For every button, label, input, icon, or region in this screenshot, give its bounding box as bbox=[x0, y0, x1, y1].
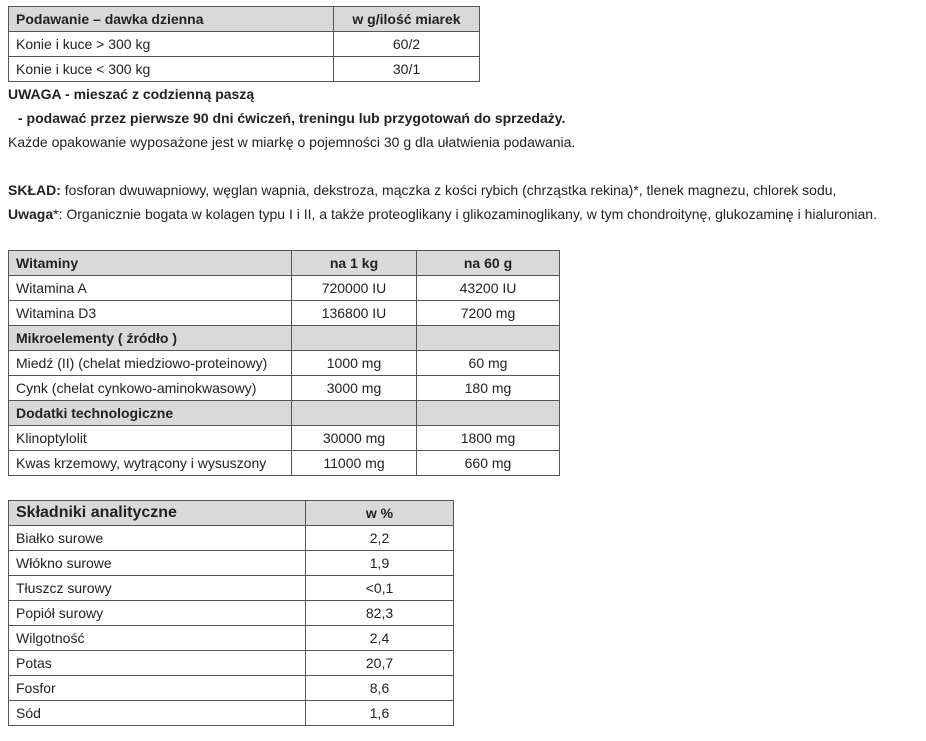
composition-note-line bbox=[8, 206, 877, 222]
table-cell: 82,3 bbox=[306, 601, 454, 626]
composition-note-text: *: Organicznie bogata w kolagen typu I i II, a także proteoglikany i glikozaminoglikany, w tym chondroitynę, glukozaminę i hialuronian. bbox=[53, 206, 877, 222]
scoop-note: Każde opakowanie wyposażone jest w miarkę o pojemności 30 g dla ułatwienia podawania. bbox=[8, 134, 576, 150]
vitamins-header-cell: na 60 g bbox=[417, 251, 560, 276]
table-row bbox=[9, 676, 454, 701]
table-cell: 1000 mg bbox=[292, 351, 417, 376]
table-cell: 3000 mg bbox=[292, 376, 417, 401]
table-row bbox=[9, 551, 454, 576]
table-row bbox=[9, 651, 454, 676]
table-cell: 7200 mg bbox=[417, 301, 560, 326]
dosage-table bbox=[8, 6, 480, 82]
table-cell bbox=[417, 326, 560, 351]
table-cell: 11000 mg bbox=[292, 451, 417, 476]
table-cell: 8,6 bbox=[306, 676, 454, 701]
vitamins-header-row bbox=[9, 251, 560, 276]
table-cell: 1,6 bbox=[306, 701, 454, 726]
table-cell: Włókno surowe bbox=[9, 551, 306, 576]
table-cell: 720000 IU bbox=[292, 276, 417, 301]
table-cell: 2,2 bbox=[306, 526, 454, 551]
table-row bbox=[9, 451, 560, 476]
dosage-header-cell: w g/ilość miarek bbox=[334, 7, 480, 32]
table-cell: Miedź (II) (chelat miedziowo-proteinowy) bbox=[9, 351, 292, 376]
table-cell: Potas bbox=[9, 651, 306, 676]
table-cell: 136800 IU bbox=[292, 301, 417, 326]
table-cell: 2,4 bbox=[306, 626, 454, 651]
table-cell: 30000 mg bbox=[292, 426, 417, 451]
table-cell: Tłuszcz surowy bbox=[9, 576, 306, 601]
table-cell: 20,7 bbox=[306, 651, 454, 676]
table-row bbox=[9, 32, 480, 57]
table-row bbox=[9, 576, 454, 601]
vitamins-table bbox=[8, 250, 560, 476]
dosage-header-cell: Podawanie – dawka dzienna bbox=[9, 7, 334, 32]
section-row-microelements bbox=[9, 326, 560, 351]
table-cell bbox=[292, 401, 417, 426]
table-row bbox=[9, 276, 560, 301]
table-cell: 1,9 bbox=[306, 551, 454, 576]
table-row bbox=[9, 426, 560, 451]
table-cell: Cynk (chelat cynkowo-aminokwasowy) bbox=[9, 376, 292, 401]
table-row bbox=[9, 701, 454, 726]
table-row bbox=[9, 57, 480, 82]
table-cell: Popiół surowy bbox=[9, 601, 306, 626]
vitamins-header-cell: Witaminy bbox=[9, 251, 292, 276]
table-cell: Klinoptylolit bbox=[9, 426, 292, 451]
table-cell: <0,1 bbox=[306, 576, 454, 601]
composition-line bbox=[8, 182, 836, 198]
table-row bbox=[9, 301, 560, 326]
dosage-header-row bbox=[9, 7, 480, 32]
analytical-table bbox=[8, 500, 454, 726]
table-cell bbox=[417, 401, 560, 426]
table-cell: Witamina D3 bbox=[9, 301, 292, 326]
table-cell: Sód bbox=[9, 701, 306, 726]
section-label: Mikroelementy ( źródło ) bbox=[9, 326, 292, 351]
table-cell: 30/1 bbox=[334, 57, 480, 82]
table-cell: Konie i kuce < 300 kg bbox=[9, 57, 334, 82]
table-cell: 660 mg bbox=[417, 451, 560, 476]
table-cell: 60 mg bbox=[417, 351, 560, 376]
table-cell bbox=[292, 326, 417, 351]
table-row bbox=[9, 376, 560, 401]
table-row bbox=[9, 601, 454, 626]
table-row bbox=[9, 526, 454, 551]
table-cell: 180 mg bbox=[417, 376, 560, 401]
table-cell: 1800 mg bbox=[417, 426, 560, 451]
table-row bbox=[9, 351, 560, 376]
table-cell: Fosfor bbox=[9, 676, 306, 701]
analytical-header-cell: w % bbox=[306, 501, 454, 526]
table-cell: Wilgotność bbox=[9, 626, 306, 651]
composition-note-label: Uwaga bbox=[8, 206, 54, 222]
section-label: Dodatki technologiczne bbox=[9, 401, 292, 426]
uwaga-note: UWAGA - mieszać z codzienną paszą bbox=[8, 86, 255, 102]
table-cell: Konie i kuce > 300 kg bbox=[9, 32, 334, 57]
table-row bbox=[9, 626, 454, 651]
table-cell: 60/2 bbox=[334, 32, 480, 57]
analytical-header-row bbox=[9, 501, 454, 526]
table-cell: Witamina A bbox=[9, 276, 292, 301]
analytical-header-cell: Składniki analityczne bbox=[9, 501, 306, 526]
vitamins-header-cell: na 1 kg bbox=[292, 251, 417, 276]
composition-label: SKŁAD: bbox=[8, 182, 61, 198]
table-cell: Kwas krzemowy, wytrącony i wysuszony bbox=[9, 451, 292, 476]
section-row-technological bbox=[9, 401, 560, 426]
feed-note: - podawać przez pierwsze 90 dni ćwiczeń, treningu lub przygotowań do sprzedaży. bbox=[18, 110, 566, 126]
table-cell: Białko surowe bbox=[9, 526, 306, 551]
composition-text: fosforan dwuwapniowy, węglan wapnia, dekstroza, mączka z kości rybich (chrząstka rekina)*, tlenek magnezu, chlorek sodu, bbox=[60, 182, 837, 198]
table-cell: 43200 IU bbox=[417, 276, 560, 301]
